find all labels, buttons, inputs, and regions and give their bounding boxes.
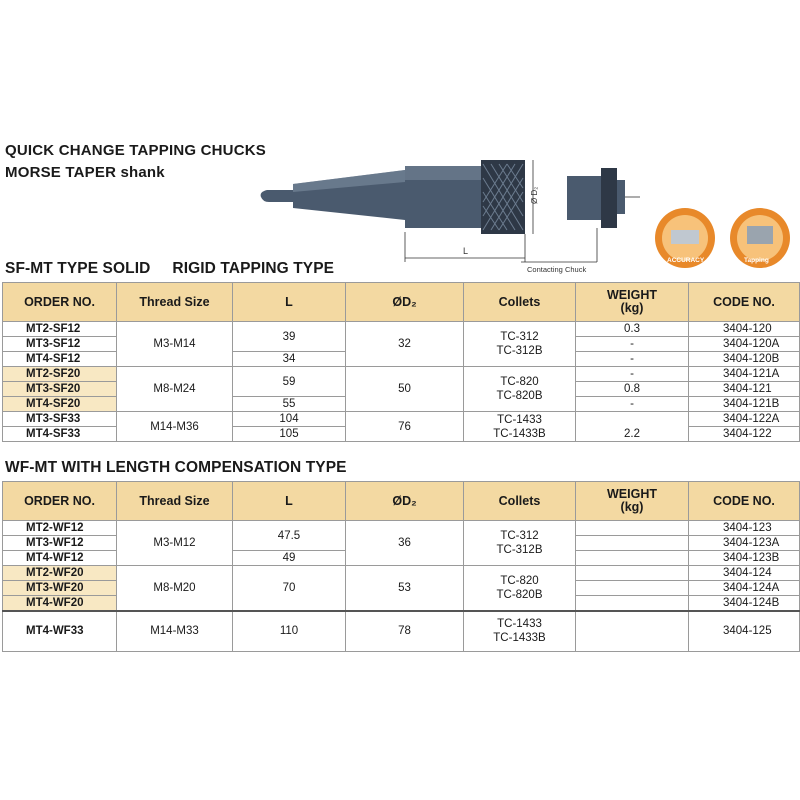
wf-spec-table [2,481,800,652]
order-no: MT4-SF12 [3,352,117,367]
section-title-sf-a: SF-MT TYPE SOLID [5,260,151,277]
table-row [3,322,800,337]
page-title: QUICK CHANGE TAPPING CHUCKS [5,142,266,159]
length: 104 [233,412,346,427]
d2-value: 50 [346,367,464,412]
code-no: 3404-123 [689,521,800,536]
weight: - [576,352,689,367]
section-title-wf: WF-MT WITH LENGTH COMPENSATION TYPE [5,459,347,476]
svg-text:Tapping: Tapping [744,257,769,264]
col-d2: ØD₂ [346,482,464,521]
code-no: 3404-124B [689,596,800,612]
table-row [3,521,800,536]
code-no: 3404-120 [689,322,800,337]
length: 59 [233,367,346,397]
col-collets: Collets [464,283,576,322]
length: 49 [233,551,346,566]
table-row [3,611,800,651]
col-code: CODE NO. [689,283,800,322]
weight: 0.3 [576,322,689,337]
collets: TC-1433 TC-1433B [464,412,576,442]
weight [576,611,689,651]
taper-shank [261,166,481,228]
weight: - [576,337,689,352]
d2-label: Ø D₂ [530,186,539,204]
d2-value: 78 [346,611,464,651]
table-header-row [3,283,800,322]
l-label: L [463,246,469,256]
code-no: 3404-121B [689,397,800,412]
code-no: 3404-121A [689,367,800,382]
weight: - [576,397,689,412]
sf-spec-table [2,282,800,442]
thread-size: M8-M20 [117,566,233,612]
d2-value: 32 [346,322,464,367]
collets: TC-312 TC-312B [464,322,576,367]
contacting-chuck-label: Contacting Chuck [527,265,587,274]
svg-text:ACCURACY: ACCURACY [667,257,705,264]
weight [576,581,689,596]
collets: TC-820 TC-820B [464,566,576,612]
col-code: CODE NO. [689,482,800,521]
col-d2: ØD₂ [346,283,464,322]
code-no: 3404-121 [689,382,800,397]
col-weight: WEIGHT (kg) [576,283,689,322]
length: 34 [233,352,346,367]
order-no: MT3-SF12 [3,337,117,352]
col-l: L [233,283,346,322]
order-no: MT4-WF20 [3,596,117,612]
d2-value: 76 [346,412,464,442]
d2-value: 36 [346,521,464,566]
accuracy-badge-icon [655,208,715,268]
weight: 2.2 [576,412,689,442]
table-header-row [3,482,800,521]
order-no: MT4-WF12 [3,551,117,566]
col-order: ORDER NO. [3,482,117,521]
tapping-badge-icon [730,208,790,268]
code-no: 3404-120B [689,352,800,367]
knurled-nut [481,160,525,234]
weight [576,551,689,566]
order-no: MT4-WF33 [3,611,117,651]
thread-size: M14-M33 [117,611,233,651]
order-no: MT2-SF12 [3,322,117,337]
order-no: MT2-WF12 [3,521,117,536]
col-thread: Thread Size [117,283,233,322]
order-no: MT2-WF20 [3,566,117,581]
order-no: MT2-SF20 [3,367,117,382]
order-no: MT3-WF20 [3,581,117,596]
d2-value: 53 [346,566,464,612]
code-no: 3404-123A [689,536,800,551]
weight: 0.8 [576,382,689,397]
l-dimension [405,232,525,262]
col-thread: Thread Size [117,482,233,521]
code-no: 3404-124 [689,566,800,581]
col-collets: Collets [464,482,576,521]
order-no: MT3-SF20 [3,382,117,397]
section-title-sf [5,260,334,278]
collets: TC-1433 TC-1433B [464,611,576,651]
order-no: MT3-SF33 [3,412,117,427]
col-l: L [233,482,346,521]
length: 55 [233,397,346,412]
code-no: 3404-120A [689,337,800,352]
weight [576,596,689,612]
weight [576,566,689,581]
order-no: MT4-SF33 [3,427,117,442]
weight: - [576,367,689,382]
table-row [3,367,800,382]
order-no: MT3-WF12 [3,536,117,551]
weight [576,536,689,551]
code-no: 3404-124A [689,581,800,596]
thread-size: M3-M12 [117,521,233,566]
page-subtitle: MORSE TAPER shank [5,164,165,181]
code-no: 3404-122A [689,412,800,427]
length: 39 [233,322,346,352]
table-row [3,566,800,581]
length: 105 [233,427,346,442]
weight [576,521,689,536]
section-title-sf-b: RIGID TAPPING TYPE [172,260,335,277]
code-no: 3404-123B [689,551,800,566]
thread-size: M8-M24 [117,367,233,412]
thread-size: M14-M36 [117,412,233,442]
length: 47.5 [233,521,346,551]
table-row [3,412,800,427]
col-order: ORDER NO. [3,283,117,322]
collet [521,168,640,274]
col-weight: WEIGHT (kg) [576,482,689,521]
collets: TC-312 TC-312B [464,521,576,566]
code-no: 3404-125 [689,611,800,651]
order-no: MT4-SF20 [3,397,117,412]
product-drawing [255,150,800,275]
thread-size: M3-M14 [117,322,233,367]
d2-dimension [530,160,539,234]
collets: TC-820 TC-820B [464,367,576,412]
code-no: 3404-122 [689,427,800,442]
length: 110 [233,611,346,651]
length: 70 [233,566,346,612]
